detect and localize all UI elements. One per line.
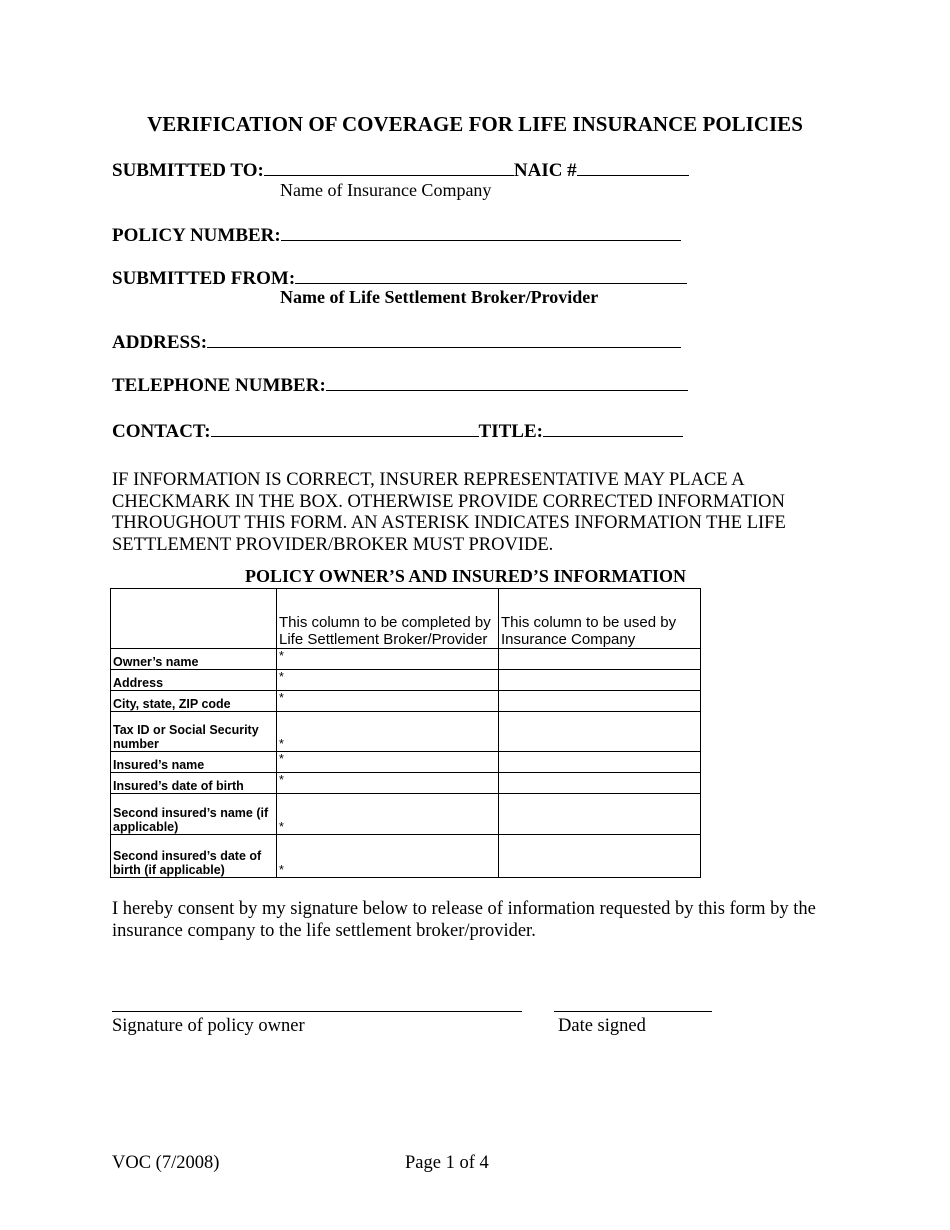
- address-row: [112, 329, 681, 354]
- telephone-label: TELEPHONE NUMBER:: [112, 375, 326, 396]
- submitted-from-caption: Name of Life Settlement Broker/Provider: [280, 287, 599, 307]
- row-label: Insured’s name: [111, 752, 277, 773]
- broker-cell[interactable]: *: [277, 649, 499, 670]
- title-label: TITLE:: [478, 421, 543, 442]
- submitted-from-label: SUBMITTED FROM:: [112, 268, 296, 289]
- header-cell-blank: [111, 589, 277, 649]
- policy-number-input[interactable]: [281, 222, 681, 241]
- table-row: [111, 670, 701, 691]
- instructions-paragraph: IF INFORMATION IS CORRECT, INSURER REPRESENTATIVE MAY PLACE A CHECKMARK IN THE BOX. OTHERWISE PROVIDE CORRECTED INFORMATION THROUGHOUT THIS FORM. AN ASTERISK INDICATES INFORMATION THE LIFE SETTLEMENT PROVIDER/BROKER MUST PROVIDE.: [112, 470, 786, 555]
- table-title: POLICY OWNER’S AND INSURED’S INFORMATION: [245, 566, 687, 586]
- table-row: [111, 649, 701, 670]
- owner-signature-line[interactable]: [112, 1011, 522, 1012]
- insurer-cell[interactable]: [499, 649, 701, 670]
- insurer-cell[interactable]: [499, 670, 701, 691]
- owner-signature-caption: Signature of policy owner: [112, 1016, 305, 1036]
- header-cell-insurer: This column to be used by Insurance Company: [499, 589, 701, 649]
- submitted-to-label: SUBMITTED TO:: [112, 160, 264, 181]
- policy-number-label: POLICY NUMBER:: [112, 225, 281, 246]
- address-label: ADDRESS:: [112, 332, 208, 353]
- row-label: Second insured’s date of birth (if applicable): [111, 835, 277, 878]
- consent-paragraph: I hereby consent by my signature below to release of information requested by this form by the insurance company to the life settlement broker/provider.: [112, 899, 816, 941]
- telephone-input[interactable]: [326, 372, 688, 391]
- row-label: Second insured’s name (if applicable): [111, 794, 277, 835]
- address-input[interactable]: [207, 329, 681, 348]
- contact-input[interactable]: [211, 418, 479, 437]
- table-row: [111, 712, 701, 752]
- insurer-cell[interactable]: [499, 691, 701, 712]
- broker-cell[interactable]: *: [277, 691, 499, 712]
- insurer-cell[interactable]: [499, 773, 701, 794]
- row-label: Insured’s date of birth: [111, 773, 277, 794]
- submitted-to-row: [112, 157, 689, 182]
- contact-row: [112, 418, 683, 443]
- page-number: Page 1 of 4: [405, 1153, 489, 1173]
- broker-cell[interactable]: *: [277, 794, 499, 835]
- broker-cell[interactable]: *: [277, 752, 499, 773]
- table-row: [111, 773, 701, 794]
- broker-cell[interactable]: *: [277, 773, 499, 794]
- telephone-row: [112, 372, 688, 397]
- table-row: [111, 752, 701, 773]
- policy-number-row: [112, 222, 681, 247]
- form-id: VOC (7/2008): [112, 1153, 220, 1173]
- header-cell-broker: This column to be completed by Life Settlement Broker/Provider: [277, 589, 499, 649]
- submitted-from-input[interactable]: [295, 265, 687, 284]
- row-label: Owner’s name: [111, 649, 277, 670]
- naic-label: NAIC #: [513, 160, 577, 181]
- submitted-to-caption: Name of Insurance Company: [280, 180, 492, 200]
- broker-cell[interactable]: *: [277, 670, 499, 691]
- row-label: Address: [111, 670, 277, 691]
- insurer-cell[interactable]: [499, 794, 701, 835]
- table-row: [111, 794, 701, 835]
- contact-label: CONTACT:: [112, 421, 211, 442]
- submitted-to-input[interactable]: [264, 157, 514, 176]
- naic-input[interactable]: [577, 157, 689, 176]
- insurer-cell[interactable]: [499, 712, 701, 752]
- row-label: City, state, ZIP code: [111, 691, 277, 712]
- table-header-row: [111, 589, 701, 649]
- date-signed-caption: Date signed: [558, 1016, 646, 1036]
- date-signed-line[interactable]: [554, 1011, 712, 1012]
- policy-info-table: [110, 588, 701, 878]
- row-label: Tax ID or Social Security number: [111, 712, 277, 752]
- table-row: [111, 835, 701, 878]
- form-title: VERIFICATION OF COVERAGE FOR LIFE INSURANCE POLICIES: [147, 112, 803, 136]
- broker-cell[interactable]: *: [277, 835, 499, 878]
- insurer-cell[interactable]: [499, 835, 701, 878]
- insurer-cell[interactable]: [499, 752, 701, 773]
- title-input[interactable]: [543, 418, 683, 437]
- broker-cell[interactable]: *: [277, 712, 499, 752]
- table-row: [111, 691, 701, 712]
